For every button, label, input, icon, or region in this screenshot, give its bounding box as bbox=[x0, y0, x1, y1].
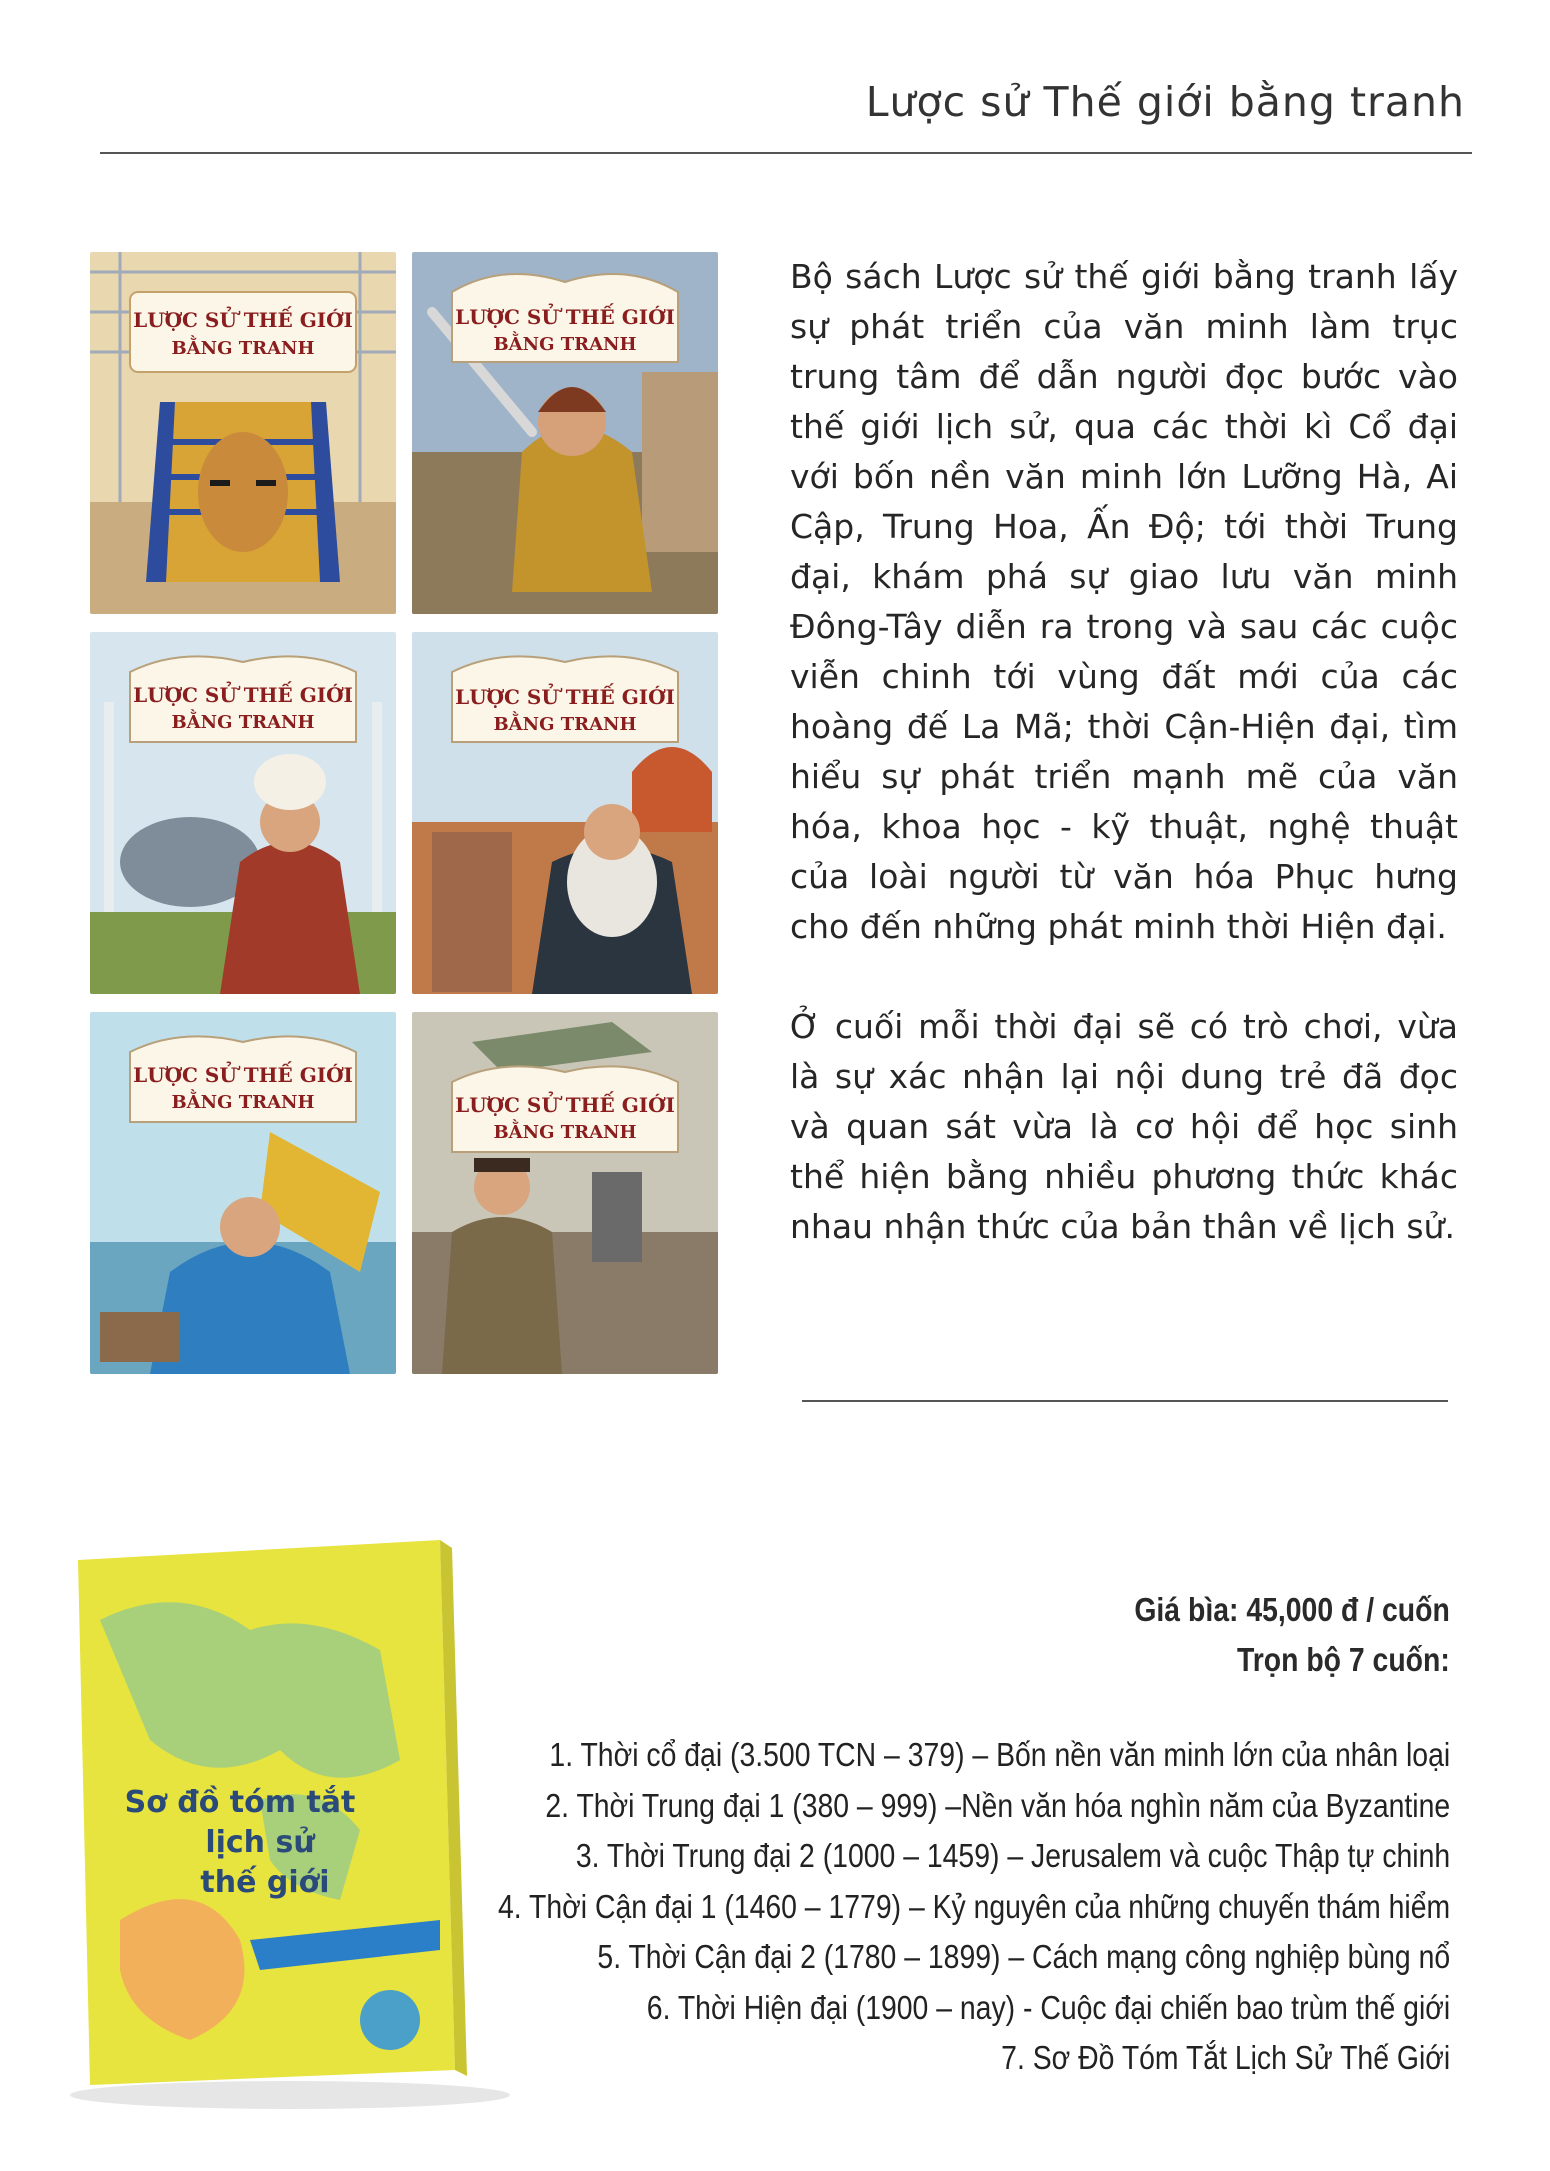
book-cover-atlas bbox=[60, 1540, 530, 2110]
description-paragraph-1: Bộ sách Lược sử thế giới bằng tranh lấy sự phát triển của văn minh làm trục trung tâm để dẫn người đọc bước vào thế giới lịch sử, qua các thời kì Cổ đại với bốn nền văn minh lớn Lưỡng Hà, Ai Cập, Trung Hoa, Ấn Độ; tới thời Trung đại, khám phá sự giao lưu văn minh Đông-Tây diễn ra trong và sau các cuộc viễn chinh tới vùng đất mới của các hoàng đế La Mã; thời Cận-Hiện đại, tìm hiểu sự phát triển mạnh mẽ của văn hóa, khoa học - kỹ thuật, nghệ thuật của loài người từ văn hóa Phục hưng cho đến những phát minh thời Hiện đại. bbox=[790, 257, 1458, 946]
list-item: 3. Thời Trung đại 2 (1000 – 1459) – Jerusalem và cuộc Thập tự chinh bbox=[575, 1837, 1450, 1874]
cover-series-title: LƯỢC SỬ THẾ GIỚI bbox=[133, 1063, 353, 1087]
list-item: 7. Sơ Đồ Tóm Tắt Lịch Sử Thế Giới bbox=[1001, 2039, 1450, 2076]
book-cover-contemporary bbox=[412, 1012, 718, 1374]
cover-illustration-pharaoh bbox=[90, 252, 396, 614]
cover-illustration-warrior bbox=[412, 252, 718, 614]
book-cover-ancient bbox=[90, 252, 396, 614]
cover-subtitle: BẰNG TRANH bbox=[171, 712, 315, 733]
cover-subtitle: BẰNG TRANH bbox=[493, 1122, 637, 1143]
atlas-title-line-2: lịch sử bbox=[205, 1825, 315, 1860]
cover-subtitle: BẰNG TRANH bbox=[171, 338, 315, 359]
cover-series-title: LƯỢC SỬ THẾ GIỚI bbox=[455, 685, 675, 709]
cover-series-title: LƯỢC SỬ THẾ GIỚI bbox=[455, 1093, 675, 1117]
cover-series-title: LƯỢC SỬ THẾ GIỚI bbox=[455, 305, 675, 329]
section-divider bbox=[802, 1400, 1448, 1402]
series-description bbox=[790, 252, 1458, 1302]
list-item: 5. Thời Cận đại 2 (1780 – 1899) – Cách mạng công nghiệp bùng nổ bbox=[597, 1938, 1450, 1975]
full-set-label: Trọn bộ 7 cuốn: bbox=[1237, 1641, 1450, 1678]
list-item: 4. Thời Cận đại 1 (1460 – 1779) – Kỷ nguyên của những chuyến thám hiểm bbox=[497, 1887, 1450, 1925]
cover-subtitle: BẰNG TRANH bbox=[493, 334, 637, 355]
price-block bbox=[1135, 1585, 1450, 1685]
description-paragraph-2: Ở cuối mỗi thời đại sẽ có trò chơi, vừa là sự xác nhận lại nội dung trẻ đã đọc và quan sát vừa là cơ hội để học sinh thể hiện bằng nhiều phương thức khác nhau nhận thức của bản thân về lịch sử. bbox=[790, 1007, 1458, 1246]
list-item: 1. Thời cổ đại (3.500 TCN – 379) – Bốn nền văn minh lớn của nhân loại bbox=[549, 1736, 1450, 1773]
list-item: 2. Thời Trung đại 1 (380 – 999) –Nền văn hóa nghìn năm của Byzantine bbox=[545, 1786, 1450, 1824]
atlas-title-line-1: Sơ đồ tóm tắt bbox=[124, 1785, 356, 1820]
page-title: Lược sử Thế giới bằng tranh bbox=[865, 78, 1465, 126]
atlas-title-line-3: thế giới bbox=[200, 1865, 330, 1900]
cover-price: Giá bìa: 45,000 đ / cuốn bbox=[1134, 1591, 1450, 1628]
cover-subtitle: BẰNG TRANH bbox=[171, 1092, 315, 1113]
cover-illustration-sultan bbox=[90, 632, 396, 994]
cover-illustration-scholar bbox=[412, 632, 718, 994]
cover-subtitle: BẰNG TRANH bbox=[493, 714, 637, 735]
cover-illustration-explorer bbox=[90, 1012, 396, 1374]
book-cover-medieval-1 bbox=[412, 252, 718, 614]
list-item: 6. Thời Hiện đại (1900 – nay) - Cuộc đại chiến bao trùm thế giới bbox=[646, 1988, 1450, 2026]
atlas-illustration bbox=[60, 1540, 530, 2110]
book-cover-medieval-2 bbox=[90, 632, 396, 994]
cover-illustration-war bbox=[412, 1012, 718, 1374]
book-cover-modern-1 bbox=[412, 632, 718, 994]
book-cover-modern-2 bbox=[90, 1012, 396, 1374]
cover-series-title: LƯỢC SỬ THẾ GIỚI bbox=[133, 683, 353, 707]
volume-list bbox=[498, 1730, 1450, 2084]
header-divider bbox=[100, 152, 1472, 154]
cover-series-title: LƯỢC SỬ THẾ GIỚI bbox=[133, 308, 353, 332]
